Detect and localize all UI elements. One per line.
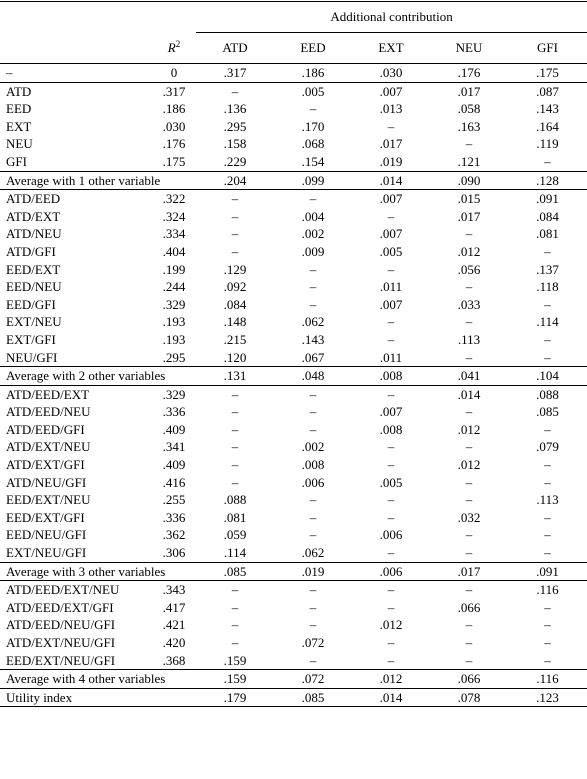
- gfi-value: –: [544, 599, 551, 615]
- eed-value: .072: [301, 635, 325, 650]
- gfi-value: –: [544, 153, 551, 169]
- row-label: ATD/GFI: [6, 243, 56, 259]
- r-squared-value: .244: [162, 279, 186, 295]
- header-row-2: [0, 33, 587, 64]
- table-row: [0, 243, 587, 261]
- table-row: [0, 403, 587, 421]
- gfi-value: –: [544, 545, 551, 561]
- gfi-value: .104: [508, 367, 587, 386]
- gfi-value: .128: [508, 171, 587, 190]
- eed-value: –: [309, 421, 317, 437]
- row-label: NEU: [6, 136, 33, 152]
- atd-value: .136: [223, 101, 247, 117]
- eed-value: –: [309, 296, 317, 312]
- ext-value: –: [387, 635, 395, 650]
- table-row: [0, 190, 587, 208]
- row-label: ATD/EED/NEU: [6, 404, 91, 420]
- column-header-gfi: GFI: [537, 40, 558, 55]
- gfi-value: .113: [536, 492, 559, 508]
- table-row: [0, 385, 587, 403]
- neu-value: –: [465, 527, 473, 543]
- atd-value: .229: [223, 153, 247, 169]
- atd-value: –: [231, 457, 239, 473]
- neu-value: .058: [457, 101, 481, 117]
- atd-value: .114: [223, 545, 247, 561]
- neu-value: .012: [457, 243, 481, 259]
- r-squared-value: .030: [162, 118, 186, 134]
- eed-value: .099: [274, 171, 352, 190]
- ext-value: .013: [379, 101, 403, 117]
- table-row: [0, 208, 587, 226]
- neu-value: .014: [430, 385, 508, 403]
- eed-value: .067: [301, 349, 325, 365]
- gfi-value: –: [544, 635, 551, 650]
- gfi-value: –: [544, 457, 551, 473]
- header-row-1: [0, 2, 587, 33]
- atd-value: .131: [196, 367, 274, 386]
- gfi-value: –: [544, 421, 551, 437]
- eed-value: –: [309, 261, 317, 277]
- r-squared-base: R: [167, 39, 176, 55]
- gfi-value: .114: [536, 314, 559, 330]
- atd-value: .088: [223, 492, 247, 508]
- atd-value: –: [231, 617, 239, 633]
- eed-value: .005: [274, 82, 352, 100]
- eed-value: –: [309, 617, 317, 633]
- r-squared-value: .193: [162, 314, 186, 330]
- r-squared-value: .336: [162, 509, 186, 525]
- atd-value: –: [196, 190, 274, 208]
- atd-value: .081: [223, 509, 247, 525]
- neu-value: .033: [457, 296, 481, 312]
- gfi-value: .175: [508, 64, 587, 83]
- eed-value: .062: [301, 314, 325, 330]
- neu-value: –: [465, 314, 473, 330]
- row-label: ATD/EXT/NEU/GFI: [6, 635, 116, 650]
- atd-value: .204: [196, 171, 274, 190]
- table-body: [0, 64, 587, 707]
- ext-value: .019: [379, 153, 403, 169]
- row-label: EXT/GFI: [6, 331, 56, 347]
- gfi-value: –: [544, 652, 551, 668]
- neu-value: .032: [457, 509, 481, 525]
- ext-value: .008: [352, 367, 430, 386]
- column-header-neu: NEU: [455, 40, 483, 55]
- eed-value: .186: [274, 64, 352, 83]
- row-label: ATD/EED/NEU/GFI: [6, 617, 116, 633]
- r-squared-value: .343: [152, 581, 196, 599]
- atd-value: .084: [223, 296, 247, 312]
- header-blank: [0, 2, 152, 33]
- ext-value: –: [387, 509, 395, 525]
- table-row: [0, 616, 587, 634]
- row-label: ATD/NEU: [6, 226, 62, 242]
- eed-value: –: [309, 279, 317, 295]
- ext-value: .005: [379, 243, 403, 259]
- eed-value: .062: [301, 545, 325, 561]
- summary-row: [0, 367, 587, 386]
- ext-value: .014: [352, 171, 430, 190]
- row-label: ATD/EED: [0, 190, 152, 208]
- gfi-value: .091: [508, 190, 587, 208]
- neu-value: –: [465, 439, 473, 455]
- neu-value: .163: [457, 118, 481, 134]
- ext-value: .007: [352, 82, 430, 100]
- row-label: Utility index: [0, 688, 196, 707]
- r-squared-value: .295: [162, 349, 186, 365]
- table-row: [0, 296, 587, 314]
- row-label: Average with 2 other variables: [0, 367, 196, 386]
- r-squared-value: .199: [162, 261, 186, 277]
- ext-value: .007: [379, 296, 403, 312]
- ext-value: .008: [379, 421, 403, 437]
- table-row: [0, 421, 587, 439]
- eed-value: –: [309, 509, 317, 525]
- neu-value: .113: [457, 331, 481, 347]
- atd-value: .317: [196, 64, 274, 83]
- row-label: EXT/NEU/GFI: [6, 545, 87, 561]
- row-label: NEU/GFI: [6, 349, 58, 365]
- neu-value: .017: [430, 562, 508, 581]
- gfi-value: .137: [536, 261, 559, 277]
- gfi-value: .118: [536, 279, 559, 295]
- ext-value: .006: [352, 562, 430, 581]
- atd-value: –: [196, 82, 274, 100]
- r-squared-value: .336: [162, 404, 186, 420]
- neu-value: –: [465, 492, 473, 508]
- row-label: Average with 4 other variables: [0, 670, 196, 689]
- table-row: [0, 652, 587, 670]
- gfi-value: –: [544, 243, 551, 259]
- summary-row: [0, 688, 587, 707]
- ext-value: .030: [352, 64, 430, 83]
- table-row: [0, 135, 587, 153]
- gfi-value: .116: [508, 581, 587, 599]
- atd-value: –: [231, 599, 239, 615]
- atd-value: .159: [196, 670, 274, 689]
- row-label: EED/NEU: [6, 279, 62, 295]
- gfi-value: .087: [508, 82, 587, 100]
- neu-value: .121: [457, 153, 481, 169]
- row-label: ATD/EXT: [6, 208, 61, 224]
- eed-value: –: [274, 581, 352, 599]
- gfi-value: .081: [536, 226, 559, 242]
- atd-value: .120: [223, 349, 247, 365]
- gfi-value: –: [544, 527, 551, 543]
- neu-value: –: [465, 404, 473, 420]
- gfi-value: –: [544, 509, 551, 525]
- table-row: [0, 64, 587, 83]
- ext-value: .012: [379, 617, 403, 633]
- column-header-eed: EED: [300, 40, 326, 55]
- neu-value: –: [465, 349, 473, 365]
- atd-value: .129: [223, 261, 247, 277]
- neu-value: –: [430, 581, 508, 599]
- eed-value: –: [309, 527, 317, 543]
- row-label: ATD/EXT/GFI: [6, 457, 85, 473]
- atd-value: .179: [196, 688, 274, 707]
- eed-value: .009: [301, 243, 325, 259]
- row-label: EXT/NEU: [6, 314, 62, 330]
- ext-value: –: [387, 652, 395, 668]
- neu-value: –: [465, 635, 473, 650]
- r-squared-value: .421: [162, 617, 186, 633]
- ext-value: .007: [379, 226, 403, 242]
- r-squared-exponent: 2: [175, 38, 181, 49]
- gfi-value: .119: [536, 136, 559, 152]
- r-squared-value: .193: [162, 331, 186, 347]
- table-row: [0, 474, 587, 492]
- atd-value: .059: [223, 527, 247, 543]
- eed-value: .019: [274, 562, 352, 581]
- eed-value: –: [274, 385, 352, 403]
- ext-value: .012: [352, 670, 430, 689]
- ext-value: –: [387, 261, 395, 277]
- r-squared-value: .329: [152, 385, 196, 403]
- eed-value: .006: [301, 474, 325, 490]
- eed-value: –: [309, 492, 317, 508]
- r-squared-value: .317: [152, 82, 196, 100]
- r-squared-value: .334: [162, 226, 186, 242]
- header-blank-label: [0, 33, 152, 64]
- ext-value: .011: [379, 349, 403, 365]
- row-label: EED/EXT/NEU/GFI: [6, 652, 116, 668]
- eed-value: .154: [301, 153, 325, 169]
- row-label: EED: [6, 101, 32, 117]
- neu-value: .017: [457, 208, 481, 224]
- ext-value: –: [387, 331, 395, 347]
- summary-row: [0, 171, 587, 190]
- neu-value: –: [465, 652, 473, 668]
- table-row: [0, 225, 587, 243]
- neu-value: .012: [457, 457, 481, 473]
- r-squared-value: .324: [162, 208, 186, 224]
- neu-value: .066: [457, 599, 481, 615]
- table-row: [0, 581, 587, 599]
- atd-value: –: [231, 439, 239, 455]
- neu-value: .041: [430, 367, 508, 386]
- dominance-analysis-table: [0, 1, 587, 707]
- eed-value: –: [309, 101, 317, 117]
- eed-value: –: [309, 652, 317, 668]
- r-squared-header: [152, 33, 196, 64]
- neu-value: –: [465, 279, 473, 295]
- gfi-value: .088: [508, 385, 587, 403]
- r-squared-value: .409: [162, 457, 186, 473]
- ext-value: .017: [379, 136, 403, 152]
- atd-value: –: [196, 385, 274, 403]
- r-squared-value: .176: [162, 136, 186, 152]
- r-squared-value: .255: [162, 492, 186, 508]
- gfi-value: –: [544, 474, 551, 490]
- r-squared-value: .368: [162, 652, 186, 668]
- eed-value: .008: [301, 457, 325, 473]
- eed-value: .068: [301, 136, 325, 152]
- atd-value: –: [231, 404, 239, 420]
- column-header-atd: ATD: [222, 40, 248, 55]
- neu-value: –: [465, 136, 473, 152]
- r-squared-value: .420: [162, 635, 186, 650]
- table-row: [0, 526, 587, 544]
- table-row: [0, 118, 587, 136]
- table-row: [0, 491, 587, 509]
- neu-value: –: [465, 474, 473, 490]
- atd-value: .158: [223, 136, 247, 152]
- gfi-value: .084: [536, 208, 559, 224]
- r-squared-value: .409: [162, 421, 186, 437]
- column-header-ext: EXT: [378, 40, 404, 55]
- ext-value: –: [387, 118, 395, 134]
- ext-value: –: [387, 314, 395, 330]
- eed-value: .143: [301, 331, 325, 347]
- row-label: EED/NEU/GFI: [6, 527, 87, 543]
- eed-value: –: [309, 404, 317, 420]
- row-label: Average with 3 other variables: [0, 562, 196, 581]
- atd-value: –: [196, 581, 274, 599]
- atd-value: –: [231, 635, 239, 650]
- neu-value: .015: [430, 190, 508, 208]
- ext-value: .007: [379, 404, 403, 420]
- eed-value: –: [274, 190, 352, 208]
- r-squared-value: .306: [162, 545, 186, 561]
- r-squared-value: .417: [162, 599, 186, 615]
- gfi-value: –: [544, 349, 551, 365]
- neu-value: .090: [430, 171, 508, 190]
- ext-value: –: [352, 581, 430, 599]
- atd-value: .092: [223, 279, 247, 295]
- row-label: ATD/EED/EXT: [0, 385, 152, 403]
- ext-value: .011: [379, 279, 403, 295]
- ext-value: .006: [379, 527, 403, 543]
- row-label: Average with 1 other variable: [0, 171, 196, 190]
- neu-value: –: [465, 226, 473, 242]
- ext-value: .014: [352, 688, 430, 707]
- neu-value: .017: [430, 82, 508, 100]
- row-label: ATD/EED/EXT/NEU: [0, 581, 152, 599]
- gfi-value: –: [544, 331, 551, 347]
- atd-value: .159: [223, 652, 247, 668]
- r-squared-value: .322: [152, 190, 196, 208]
- additional-contribution-header: Additional contribution: [196, 2, 587, 33]
- gfi-value: –: [544, 617, 551, 633]
- ext-value: –: [387, 599, 395, 615]
- row-label: –: [0, 64, 152, 83]
- summary-row: [0, 670, 587, 689]
- row-label: ATD/EED/EXT/GFI: [6, 599, 114, 615]
- r-squared-value: .341: [162, 439, 186, 455]
- neu-value: –: [465, 545, 473, 561]
- row-label: EXT: [6, 118, 32, 134]
- ext-value: –: [352, 385, 430, 403]
- atd-value: –: [231, 421, 239, 437]
- row-label: ATD: [0, 82, 152, 100]
- table-row: [0, 509, 587, 527]
- ext-value: –: [387, 457, 395, 473]
- atd-value: –: [231, 474, 239, 490]
- eed-value: .085: [274, 688, 352, 707]
- eed-value: .072: [274, 670, 352, 689]
- table-row: [0, 438, 587, 456]
- neu-value: .176: [430, 64, 508, 83]
- r-squared-value: .416: [162, 474, 186, 490]
- table-row: [0, 278, 587, 296]
- table-row: [0, 349, 587, 367]
- ext-value: –: [387, 492, 395, 508]
- table-row: [0, 331, 587, 349]
- table-row: [0, 153, 587, 171]
- gfi-value: .091: [508, 562, 587, 581]
- atd-value: –: [231, 226, 239, 242]
- table-row: [0, 599, 587, 617]
- r-squared-value: .329: [162, 296, 186, 312]
- neu-value: .056: [457, 261, 481, 277]
- summary-row: [0, 562, 587, 581]
- gfi-value: .143: [536, 101, 559, 117]
- gfi-value: .116: [508, 670, 587, 689]
- gfi-value: .164: [536, 118, 559, 134]
- gfi-value: .085: [536, 404, 559, 420]
- row-label: ATD/EED/GFI: [6, 421, 85, 437]
- row-label: EED/EXT: [6, 261, 61, 277]
- eed-value: .004: [301, 208, 325, 224]
- atd-value: –: [231, 243, 239, 259]
- gfi-value: .079: [536, 439, 559, 455]
- ext-value: .005: [379, 474, 403, 490]
- neu-value: .066: [430, 670, 508, 689]
- ext-value: –: [387, 208, 395, 224]
- eed-value: –: [309, 599, 317, 615]
- ext-value: –: [387, 439, 395, 455]
- eed-value: .002: [301, 439, 325, 455]
- row-label: EED/EXT/NEU: [6, 492, 91, 508]
- atd-value: .215: [223, 331, 247, 347]
- table-row: [0, 544, 587, 562]
- atd-value: –: [231, 208, 239, 224]
- row-label: ATD/EXT/NEU: [6, 439, 91, 455]
- r-squared-value: 0: [152, 64, 196, 83]
- neu-value: –: [465, 617, 473, 633]
- ext-value: –: [387, 545, 395, 561]
- table-row: [0, 100, 587, 118]
- r-squared-value: .404: [162, 243, 186, 259]
- row-label: GFI: [6, 153, 27, 169]
- header-blank-r2: [152, 2, 196, 33]
- atd-value: .085: [196, 562, 274, 581]
- row-label: EED/GFI: [6, 296, 56, 312]
- r-squared-value: .175: [162, 153, 186, 169]
- ext-value: .007: [352, 190, 430, 208]
- row-label: ATD/NEU/GFI: [6, 474, 87, 490]
- eed-value: .170: [301, 118, 325, 134]
- table-row: [0, 634, 587, 652]
- table-row: [0, 82, 587, 100]
- table-row: [0, 261, 587, 279]
- atd-value: .148: [223, 314, 247, 330]
- gfi-value: .123: [508, 688, 587, 707]
- row-label: EED/EXT/GFI: [6, 509, 85, 525]
- table-row: [0, 313, 587, 331]
- eed-value: .048: [274, 367, 352, 386]
- table-row: [0, 456, 587, 474]
- gfi-value: –: [544, 296, 551, 312]
- neu-value: .078: [430, 688, 508, 707]
- r-squared-value: .186: [162, 101, 186, 117]
- neu-value: .012: [457, 421, 481, 437]
- eed-value: .002: [301, 226, 325, 242]
- r-squared-value: .362: [162, 527, 186, 543]
- atd-value: .295: [223, 118, 247, 134]
